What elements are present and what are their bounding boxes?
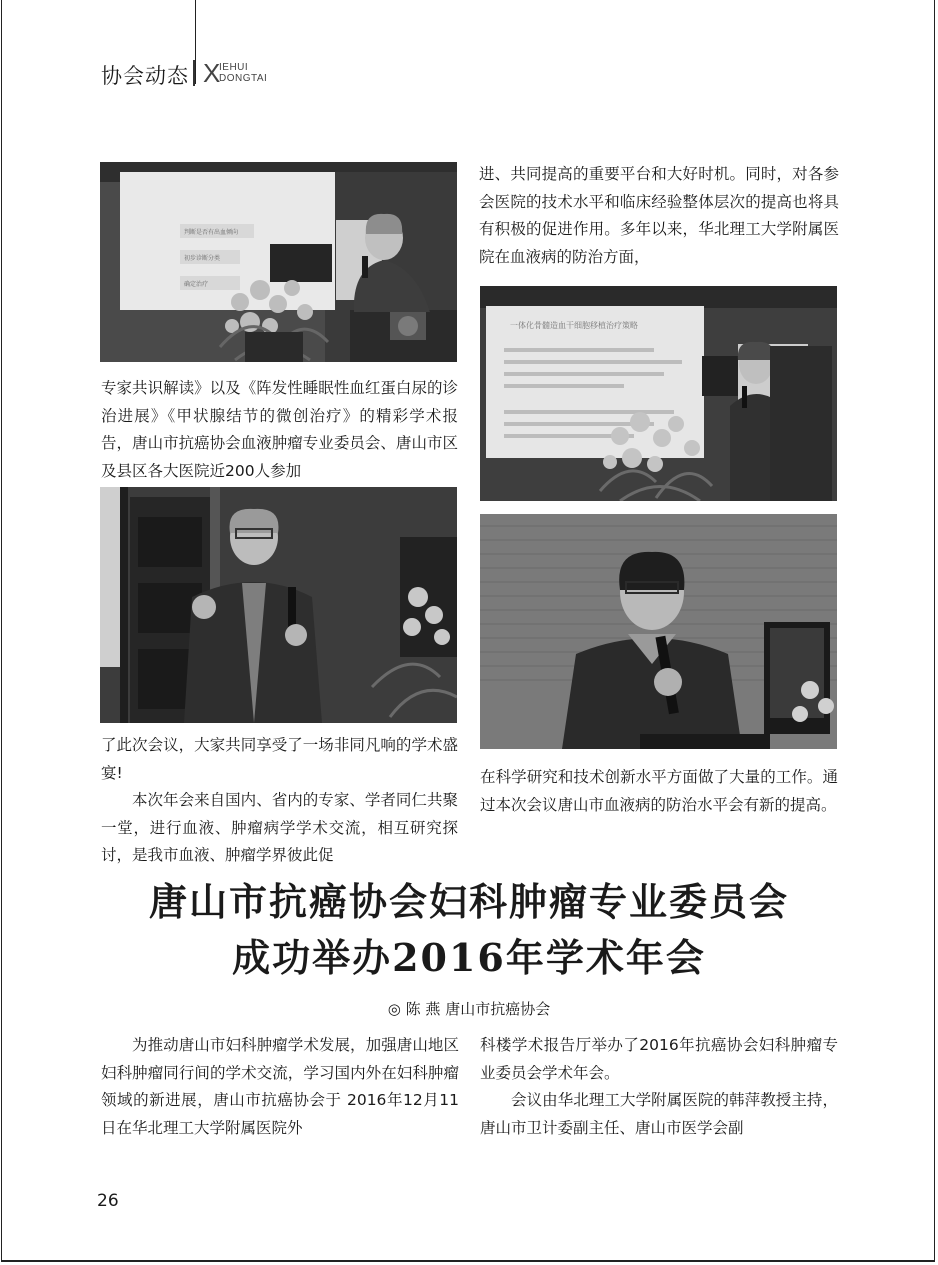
article2-byline: ◎ 陈 燕 唐山市抗癌协会 <box>387 1000 551 1018</box>
section-logo-line1: IEHUI <box>219 62 249 73</box>
photo-speaker-right-upper-image <box>480 286 837 501</box>
slide-title: 一体化骨髓造血干细胞移植治疗策略 <box>510 321 638 330</box>
photo-speaker-left-lower-image <box>100 487 457 723</box>
article1-right-bottom-paragraph: 在科学研究和技术创新水平方面做了大量的工作。通过本次会议唐山市血液病的防治水平会有新的提高。 <box>480 768 838 814</box>
page-number: 26 <box>97 1191 119 1211</box>
slide-item-3: 确定治疗 <box>184 281 209 288</box>
article2-title-line-1: 唐山市抗癌协会妇科肿瘤专业委员会 <box>148 879 789 924</box>
section-title: 协会动态 <box>101 64 189 88</box>
photo-speaker-podium-left <box>100 162 457 362</box>
slide-item-1: 判断是否有出血倾向 <box>184 229 239 236</box>
article2-right-paragraph-2: 会议由华北理工大学附属医院的韩萍教授主持，唐山市卫计委副主任、唐山市医学会副 <box>480 1091 838 1137</box>
photo-speaker-right-lower <box>480 514 837 749</box>
photo-speaker-podium-left-image <box>100 162 457 362</box>
header-separator <box>193 60 195 86</box>
article2-title-line-2: 成功举办2016年学术年会 <box>232 935 706 980</box>
header-vertical-rule <box>195 0 196 84</box>
article1-left-bottom-paragraph-1: 了此次会议，大家共同享受了一场非同凡响的学术盛宴! <box>101 736 458 782</box>
article2-right-paragraph-block <box>480 1032 838 1142</box>
article2-left-paragraph-block <box>101 1032 459 1142</box>
section-logo-letter: X <box>203 58 221 88</box>
article1-left-mid-paragraph: 专家共识解读》以及《阵发性睡眠性血红蛋白尿的诊治进展》《甲状腺结节的微创治疗》的精彩学术报告，唐山市抗癌协会血液肿瘤专业委员会、唐山市区及县区各大医院近200人参加 <box>101 379 458 480</box>
slide-item-2: 初步诊断分类 <box>184 255 221 262</box>
photo-speaker-left-lower <box>100 487 457 723</box>
section-logo-line2: DONGTAI <box>219 73 268 84</box>
article2-left-paragraph: 为推动唐山市妇科肿瘤学术发展，加强唐山地区妇科肿瘤同行间的学术交流，学习国内外在妇科肿瘤领域的新进展，唐山市抗癌协会于 2016年12月11日在华北理工大学附属医院外 <box>101 1036 459 1137</box>
article1-top-right-paragraph: 进、共同提高的重要平台和大好时机。同时，对各参会医院的技术水平和临床经验整体层次的提高也将具有积极的促进作用。多年以来，华北理工大学附属医院在血液病的防治方面， <box>479 165 839 266</box>
article1-left-bottom-paragraph-2: 本次年会来自国内、省内的专家、学者同仁共聚一堂，进行血液、肿瘤病学学术交流，相互研究探讨，是我市血液、肿瘤学界彼此促 <box>101 791 458 864</box>
photo-speaker-right-lower-image <box>480 514 837 749</box>
article2-right-paragraph-1: 科楼学术报告厅举办了2016年抗癌协会妇科肿瘤专业委员会学术年会。 <box>480 1036 838 1082</box>
photo-speaker-right-upper <box>480 286 837 501</box>
article1-left-bottom-text <box>101 732 458 870</box>
